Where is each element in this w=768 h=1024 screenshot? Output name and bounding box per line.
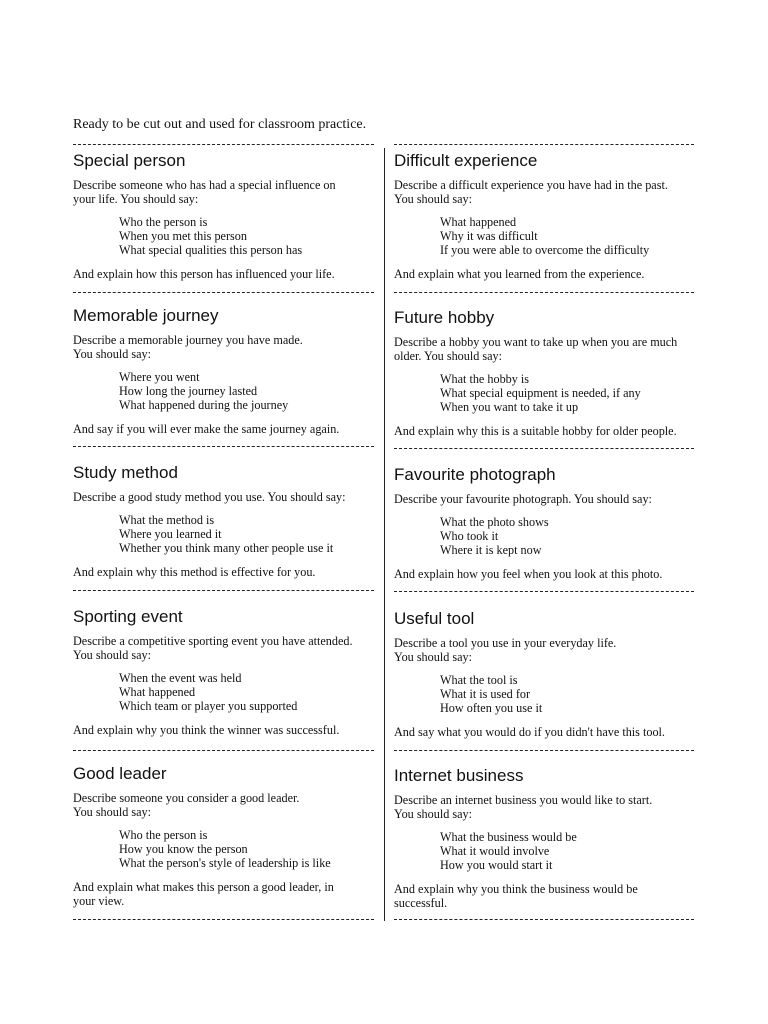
- list-item: What it would involve: [440, 844, 550, 859]
- card-good-leader: [73, 763, 373, 908]
- card-prompt: Describe a good study method you use. You should say:: [73, 490, 346, 504]
- list-item: When the event was held: [119, 671, 242, 685]
- cut-line: [73, 590, 374, 591]
- card-prompt: Describe someone who has had a special influence on your life. You should say:: [73, 178, 336, 206]
- cut-line-vertical: [384, 148, 385, 921]
- card-prompt: Describe your favourite photograph. You should say:: [394, 492, 652, 506]
- card-favourite-photograph: [394, 464, 694, 581]
- list-item: When you want to take it up: [440, 400, 579, 415]
- list-item: Who took it: [440, 529, 499, 544]
- list-item: What the tool is: [440, 673, 518, 687]
- list-item: Which team or player you supported: [119, 699, 298, 714]
- card-study-method: [73, 462, 373, 579]
- card-closing: And explain why you think the winner was successful.: [73, 722, 340, 737]
- card-points: [119, 828, 373, 871]
- card-useful-tool: [394, 608, 694, 739]
- cut-line: [73, 292, 374, 293]
- list-item: What the method is: [119, 513, 215, 527]
- card-closing: And say if you will ever make the same journey again.: [73, 421, 340, 436]
- cut-line: [394, 144, 694, 145]
- list-item: What the photo shows: [440, 515, 549, 529]
- card-prompt: Describe someone you consider a good leader. You should say:: [73, 791, 300, 819]
- card-points: [440, 215, 694, 258]
- list-item: Why it was difficult: [440, 229, 538, 244]
- card-points: [440, 515, 694, 558]
- card-special-person: [73, 150, 373, 281]
- card-title: Internet business: [394, 766, 524, 785]
- card-closing: And say what you would do if you didn't have this tool.: [394, 724, 665, 739]
- list-item: How often you use it: [440, 701, 543, 716]
- list-item: Who the person is: [119, 828, 208, 842]
- list-item: How you would start it: [440, 858, 553, 873]
- list-item: What the business would be: [440, 830, 577, 844]
- card-prompt: Describe a difficult experience you have had in the past. You should say:: [394, 178, 668, 206]
- list-item: Where you went: [119, 370, 200, 384]
- list-item: How long the journey lasted: [119, 384, 258, 399]
- card-points: [119, 370, 373, 413]
- cut-line: [394, 750, 694, 751]
- cut-line: [394, 591, 694, 592]
- card-title: Study method: [73, 463, 178, 482]
- list-item: Whether you think many other people use it: [119, 541, 334, 556]
- card-points: [119, 513, 373, 556]
- card-closing: And explain how this person has influenced your life.: [73, 266, 335, 281]
- card-prompt: Describe a competitive sporting event you have attended. You should say:: [73, 634, 353, 662]
- list-item: If you were able to overcome the difficulty: [440, 243, 650, 258]
- cut-line: [73, 750, 374, 751]
- card-title: Useful tool: [394, 609, 475, 628]
- card-points: [440, 372, 694, 415]
- cut-line: [394, 292, 694, 293]
- list-item: What happened: [440, 215, 517, 229]
- list-item: Where it is kept now: [440, 543, 542, 558]
- card-points: [440, 830, 694, 873]
- card-closing: And explain what makes this person a good leader, in your view.: [73, 879, 334, 908]
- cut-line: [394, 448, 694, 449]
- card-title: Favourite photograph: [394, 465, 556, 484]
- card-prompt: Describe a tool you use in your everyday life. You should say:: [394, 636, 617, 664]
- list-item: How you know the person: [119, 842, 248, 857]
- list-item: What the hobby is: [440, 372, 530, 386]
- card-title: Memorable journey: [73, 306, 219, 325]
- cut-line: [73, 919, 374, 920]
- list-item: Where you learned it: [119, 527, 222, 542]
- list-item: What special equipment is needed, if any: [440, 386, 641, 401]
- list-item: When you met this person: [119, 229, 247, 244]
- card-internet-business: [394, 765, 694, 910]
- list-item: What special qualities this person has: [119, 243, 303, 258]
- card-sporting-event: [73, 606, 373, 737]
- card-title: Good leader: [73, 764, 167, 783]
- card-title: Special person: [73, 151, 186, 170]
- cut-line: [73, 446, 374, 447]
- card-closing: And explain what you learned from the experience.: [394, 266, 645, 281]
- card-title: Difficult experience: [394, 151, 538, 170]
- card-prompt: Describe a hobby you want to take up when you are much older. You should say:: [394, 335, 678, 363]
- card-memorable-journey: [73, 305, 373, 436]
- card-title: Sporting event: [73, 607, 183, 626]
- cut-line: [73, 144, 374, 145]
- list-item: What happened: [119, 685, 196, 700]
- card-points: [440, 673, 694, 716]
- card-closing: And explain why this method is effective for you.: [73, 564, 316, 579]
- card-title: Future hobby: [394, 308, 495, 327]
- card-points: [119, 215, 373, 258]
- card-prompt: Describe an internet business you would like to start. You should say:: [394, 793, 653, 821]
- card-points: [119, 671, 373, 714]
- list-item: What it is used for: [440, 687, 531, 702]
- card-future-hobby: [394, 307, 694, 438]
- card-difficult-experience: [394, 150, 694, 281]
- list-item: Who the person is: [119, 215, 208, 229]
- card-closing: And explain why this is a suitable hobby for older people.: [394, 423, 677, 438]
- list-item: What the person's style of leadership is like: [119, 856, 331, 871]
- list-item: What happened during the journey: [119, 398, 289, 413]
- card-closing: And explain why you think the business would be successful.: [394, 881, 638, 910]
- cut-line: [394, 919, 694, 920]
- card-prompt: Describe a memorable journey you have made. You should say:: [73, 333, 303, 361]
- intro-text: Ready to be cut out and used for classroom practice.: [73, 117, 367, 132]
- card-closing: And explain how you feel when you look at this photo.: [394, 566, 663, 581]
